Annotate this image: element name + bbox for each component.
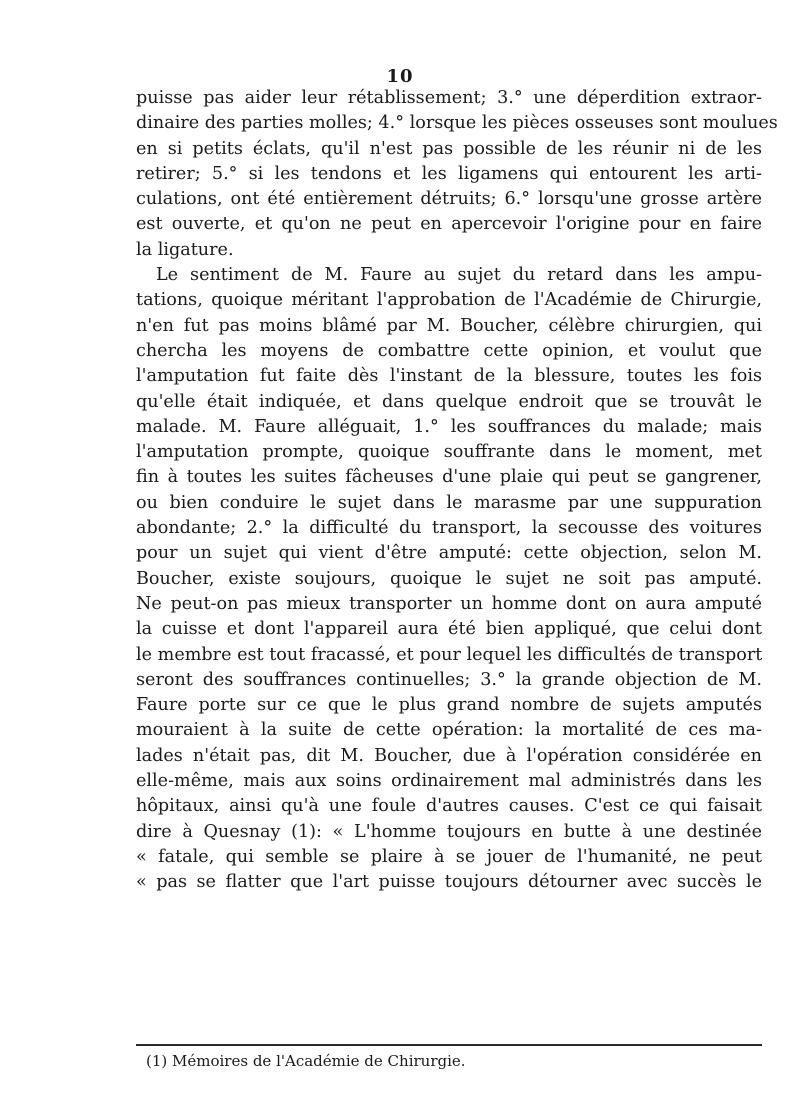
text-line: mouraient à la suite de cette opération: la mortalité de ces ma- <box>136 720 762 741</box>
footnote: (1) Mémoires de l'Académie de Chirurgie. <box>146 1052 466 1070</box>
text-line: lades n'était pas, dit M. Boucher, due à l'opération considérée en <box>136 745 762 766</box>
text-line: l'amputation fut faite dès l'instant de la blessure, toutes les fois <box>136 366 762 387</box>
text-line: seront des souffrances continuelles; 3.° la grande objection de M. <box>136 669 762 690</box>
text-line: fin à toutes les suites fâcheuses d'une plaie qui peut se gangrener, <box>136 467 762 488</box>
text-line: l'amputation prompte, quoique souffrante dans le moment, met <box>136 442 762 463</box>
text-line: est ouverte, et qu'on ne peut en apercevoir l'origine pour en faire <box>136 214 762 235</box>
text-line: hôpitaux, ainsi qu'à une foule d'autres causes. C'est ce qui faisait <box>136 796 762 817</box>
text-line: elle-même, mais aux soins ordinairement mal administrés dans les <box>136 771 762 792</box>
footnote-divider <box>136 1044 762 1046</box>
text-line: malade. M. Faure alléguait, 1.° les souffrances du malade; mais <box>136 416 762 437</box>
text-line: en si petits éclats, qu'il n'est pas possible de les réunir ni de les <box>136 138 762 159</box>
text-line: ou bien conduire le sujet dans le marasme par une suppuration <box>136 492 762 513</box>
text-line: la cuisse et dont l'appareil aura été bien appliqué, que celui dont <box>136 619 762 640</box>
text-line: Boucher, existe soujours, quoique le sujet ne soit pas amputé. <box>136 568 762 589</box>
text-line: la ligature. <box>136 239 234 260</box>
text-line: retirer; 5.° si les tendons et les ligamens qui entourent les arti- <box>136 163 762 184</box>
text-line: dinaire des parties molles; 4.° lorsque les pièces osseuses sont moulues <box>136 113 778 134</box>
text-line: le membre est tout fracassé, et pour lequel les difficultés de transport <box>136 644 763 665</box>
text-line: abondante; 2.° la difficulté du transport, la secousse des voitures <box>136 518 762 539</box>
text-line: Faure porte sur ce que le plus grand nombre de sujets amputés <box>136 695 762 716</box>
text-line: tations, quoique méritant l'approbation de l'Académie de Chirurgie, <box>136 290 762 311</box>
text-line: « pas se flatter que l'art puisse toujours détourner avec succès le <box>136 872 762 893</box>
page-number: 10 <box>386 66 414 87</box>
text-line: dire à Quesnay (1): « L'homme toujours en butte à une destinée <box>136 821 762 842</box>
text-line: Ne peut-on pas mieux transporter un homme dont on aura amputé <box>136 593 762 614</box>
text-line: chercha les moyens de combattre cette opinion, et voulut que <box>136 340 762 361</box>
text-line: culations, ont été entièrement détruits; 6.° lorsqu'une grosse artère <box>136 189 762 210</box>
text-line: « fatale, qui semble se plaire à se jouer de l'humanité, ne peut <box>136 846 762 867</box>
text-line: pour un sujet qui vient d'être amputé: cette objection, selon M. <box>136 543 762 564</box>
text-line: Le sentiment de M. Faure au sujet du retard dans les ampu- <box>156 265 762 286</box>
body-text <box>136 86 778 896</box>
text-line: qu'elle était indiquée, et dans quelque endroit que se trouvât le <box>136 391 762 412</box>
text-line: n'en fut pas moins blâmé par M. Boucher, célèbre chirurgien, qui <box>136 315 762 336</box>
text-line: puisse pas aider leur rétablissement; 3.° une déperdition extraor- <box>136 88 762 108</box>
